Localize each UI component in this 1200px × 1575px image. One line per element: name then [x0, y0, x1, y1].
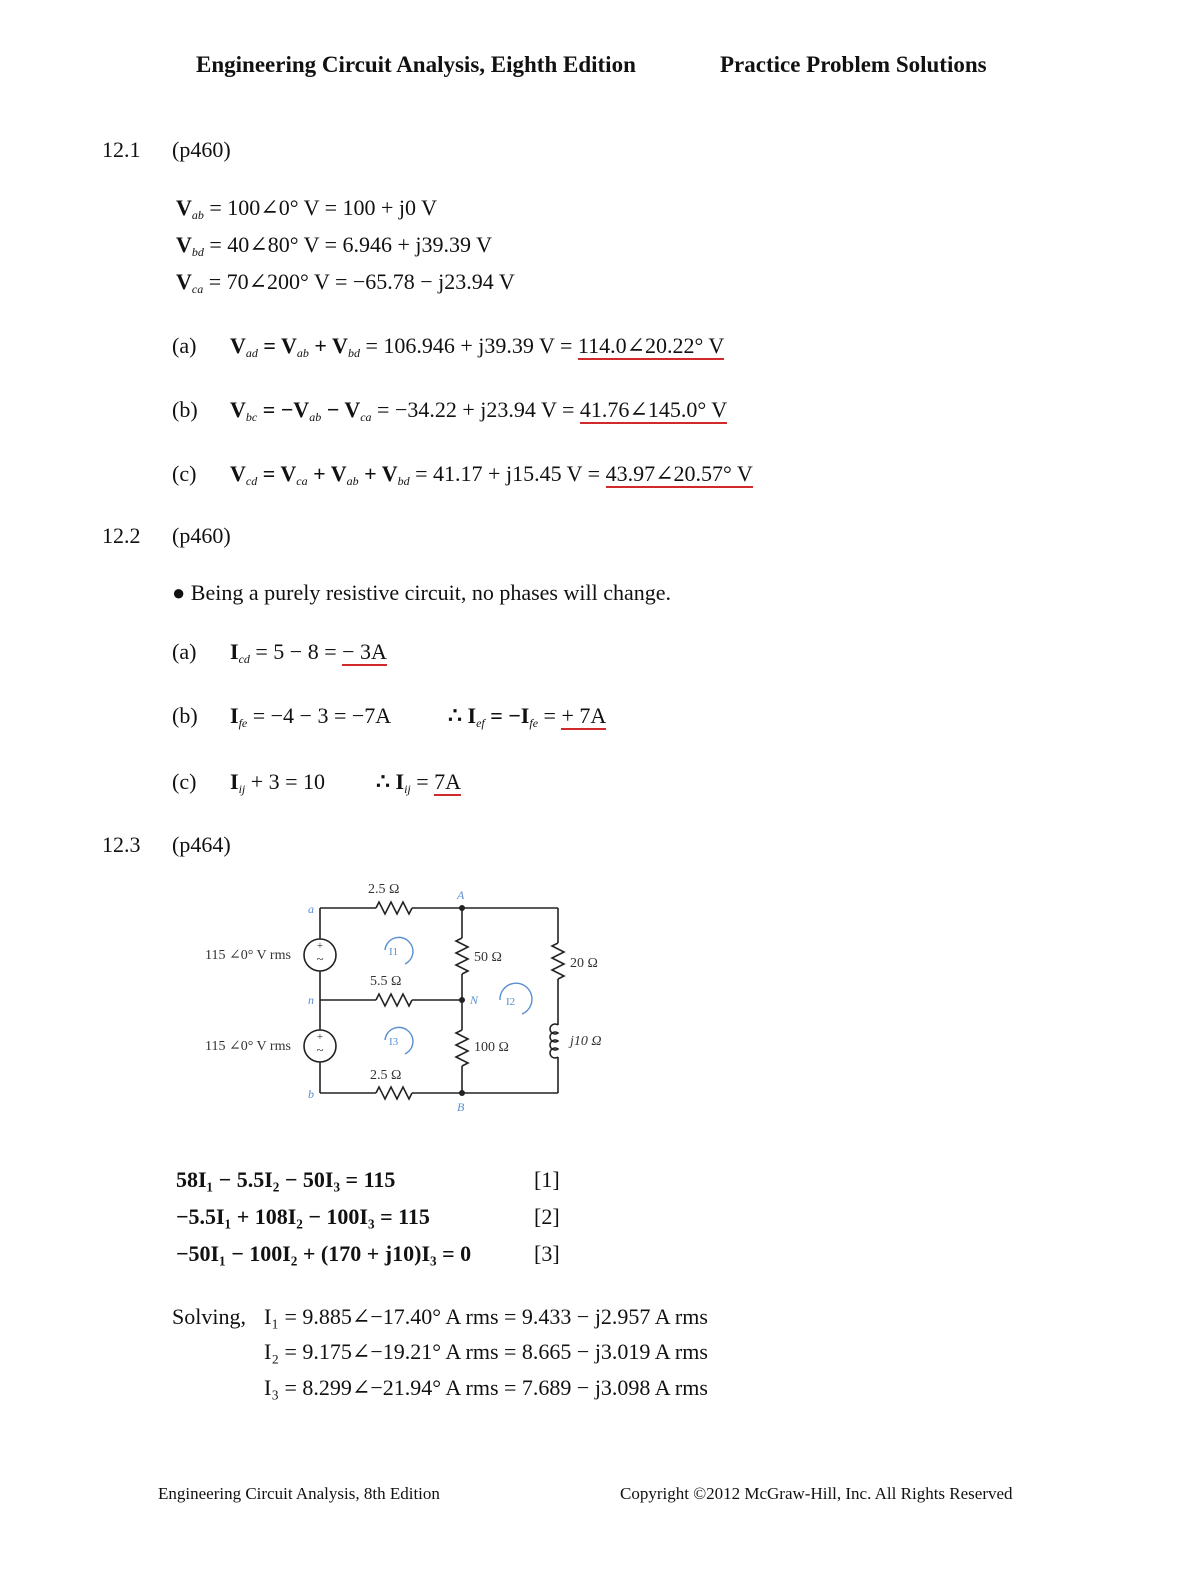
given-vbd — [176, 232, 492, 260]
subscript: ab — [296, 346, 309, 360]
answer-line-a — [230, 639, 387, 667]
svg-text:~: ~ — [316, 951, 324, 966]
header-title: Engineering Circuit Analysis, Eighth Edition — [196, 52, 636, 77]
part-label: (a) — [172, 639, 197, 664]
subscript: ij — [404, 782, 411, 796]
footer-left: Engineering Circuit Analysis, 8th Edition — [158, 1484, 440, 1503]
node-B-label: B — [457, 1100, 465, 1114]
symbol: V — [230, 333, 246, 358]
equation-tag: [2] — [534, 1204, 560, 1229]
expression: = V — [257, 461, 297, 486]
answer-line-b — [230, 397, 727, 425]
subscript: bd — [347, 346, 360, 360]
subscript: ca — [360, 410, 372, 424]
symbol: I — [230, 769, 239, 794]
problem-number: 12.2 — [102, 523, 141, 548]
solution-i3: I₃ = 8.299∠−21.94° A rms = 7.689 − j3.098 A rms — [264, 1375, 708, 1400]
source-1-label: 115 ∠0° V rms — [205, 948, 291, 963]
expression: ∴ I — [448, 703, 477, 728]
subscript: ab — [346, 474, 359, 488]
subscript: ab — [191, 208, 204, 222]
symbol: I — [230, 703, 239, 728]
header-subtitle: Practice Problem Solutions — [720, 52, 987, 77]
expression: = 70∠200° V = −65.78 − j23.94 V — [203, 269, 515, 294]
subscript: ef — [476, 716, 485, 730]
resistor-bottom-label: 2.5 Ω — [370, 1068, 402, 1083]
part-label: (b) — [172, 397, 198, 422]
subscript: ca — [296, 474, 308, 488]
bullet-note: ● Being a purely resistive circuit, no phases will change. — [172, 580, 671, 605]
given-vca — [176, 269, 515, 297]
page-ref: (p460) — [172, 137, 231, 162]
subscript: bd — [191, 245, 204, 259]
subscript: cd — [238, 652, 250, 666]
expression: = −I — [484, 703, 530, 728]
svg-text:~: ~ — [316, 1042, 324, 1057]
expression: = −4 − 3 = −7A — [247, 703, 392, 728]
expression: = 5 − 8 = — [249, 639, 343, 664]
equation-2: −5.5I₁ + 108I₂ − 100I₃ = 115 — [176, 1204, 430, 1229]
subscript: ad — [245, 346, 258, 360]
expression: + V — [358, 461, 398, 486]
problem-number: 12.3 — [102, 832, 141, 857]
expression: = 41.17 + j15.45 V = — [409, 461, 606, 486]
answer-line-c — [230, 769, 325, 797]
resistor-20-label: 20 Ω — [570, 956, 598, 971]
part-label: (b) — [172, 703, 198, 728]
expression: + 3 = 10 — [245, 769, 326, 794]
therefore-line-b — [448, 703, 606, 731]
expression: = −V — [257, 397, 310, 422]
expression: ∴ I — [376, 769, 405, 794]
part-label: (c) — [172, 461, 197, 486]
answer: − 3A — [342, 639, 387, 664]
subscript: ca — [191, 282, 204, 296]
bullet-text: Being a purely resistive circuit, no phases will change. — [190, 580, 671, 605]
subscript: cd — [245, 474, 258, 488]
symbol: V — [176, 195, 192, 220]
part-label: (a) — [172, 333, 197, 358]
symbol: V — [230, 397, 246, 422]
equation-3: −50I₁ − 100I₂ + (170 + j10)I₃ = 0 — [176, 1241, 472, 1266]
node-A-label: A — [457, 888, 465, 902]
source-2-label: 115 ∠0° V rms — [205, 1039, 291, 1054]
footer-right: Copyright ©2012 McGraw-Hill, Inc. All Rights Reserved — [620, 1484, 1013, 1503]
mesh-2-label: I2 — [506, 996, 516, 1008]
answer-line-a — [230, 333, 724, 361]
expression: + V — [308, 333, 348, 358]
subscript: ij — [238, 782, 246, 796]
resistor-top-label: 2.5 Ω — [368, 882, 400, 897]
node-n-label: n — [308, 993, 314, 1007]
answer-line-b — [230, 703, 391, 731]
page-ref: (p464) — [172, 832, 231, 857]
node-N-label: N — [470, 993, 479, 1007]
subscript: fe — [238, 716, 248, 730]
resistor-100-label: 100 Ω — [474, 1040, 509, 1055]
solution-i1: I₁ = 9.885∠−17.40° A rms = 9.433 − j2.957 A rms — [264, 1304, 708, 1329]
expression: = −34.22 + j23.94 V = — [371, 397, 580, 422]
expression: = 40∠80° V = 6.946 + j39.39 V — [203, 232, 493, 257]
circuit-diagram — [200, 875, 630, 1120]
expression: = — [410, 769, 435, 794]
answer: 7A — [434, 769, 462, 794]
mesh-3-label: I3 — [389, 1036, 399, 1048]
inductor-label: j10 Ω — [570, 1034, 602, 1049]
equation-tag: [1] — [534, 1167, 560, 1192]
mesh-1-label: I1 — [389, 946, 399, 958]
subscript: bd — [397, 474, 410, 488]
subscript: ab — [309, 410, 322, 424]
part-label: (c) — [172, 769, 197, 794]
page-ref: (p460) — [172, 523, 231, 548]
given-vab — [176, 195, 437, 223]
subscript: fe — [529, 716, 539, 730]
resistor-50-label: 50 Ω — [474, 950, 502, 965]
solving-label: Solving, — [172, 1304, 246, 1329]
symbol: V — [176, 269, 192, 294]
symbol: V — [176, 232, 192, 257]
expression: = V — [257, 333, 297, 358]
subscript: bc — [245, 410, 258, 424]
resistor-mid-label: 5.5 Ω — [370, 974, 402, 989]
mesh-arrow-2 — [500, 983, 532, 1014]
svg-text:+: + — [316, 940, 324, 952]
equation-1: 58I₁ − 5.5I₂ − 50I₃ = 115 — [176, 1167, 396, 1192]
expression: = 106.946 + j39.39 V = — [359, 333, 578, 358]
answer: 43.97∠20.57° V — [605, 461, 753, 486]
symbol: I — [230, 639, 239, 664]
therefore-line-c — [376, 769, 461, 797]
solution-i2: I₂ = 9.175∠−19.21° A rms = 8.665 − j3.019 A rms — [264, 1339, 708, 1364]
expression: + V — [307, 461, 347, 486]
node-b-label: b — [308, 1087, 314, 1101]
answer-line-c — [230, 461, 753, 489]
answer: 114.0∠20.22° V — [577, 333, 725, 358]
equation-tag: [3] — [534, 1241, 560, 1266]
problem-number: 12.1 — [102, 137, 141, 162]
answer: + 7A — [561, 703, 607, 728]
symbol: V — [230, 461, 246, 486]
expression: = — [538, 703, 562, 728]
svg-text:+: + — [316, 1031, 324, 1043]
node-a-label: a — [308, 902, 314, 916]
expression: = 100∠0° V = 100 + j0 V — [203, 195, 438, 220]
expression: − V — [321, 397, 361, 422]
answer: 41.76∠145.0° V — [579, 397, 728, 422]
